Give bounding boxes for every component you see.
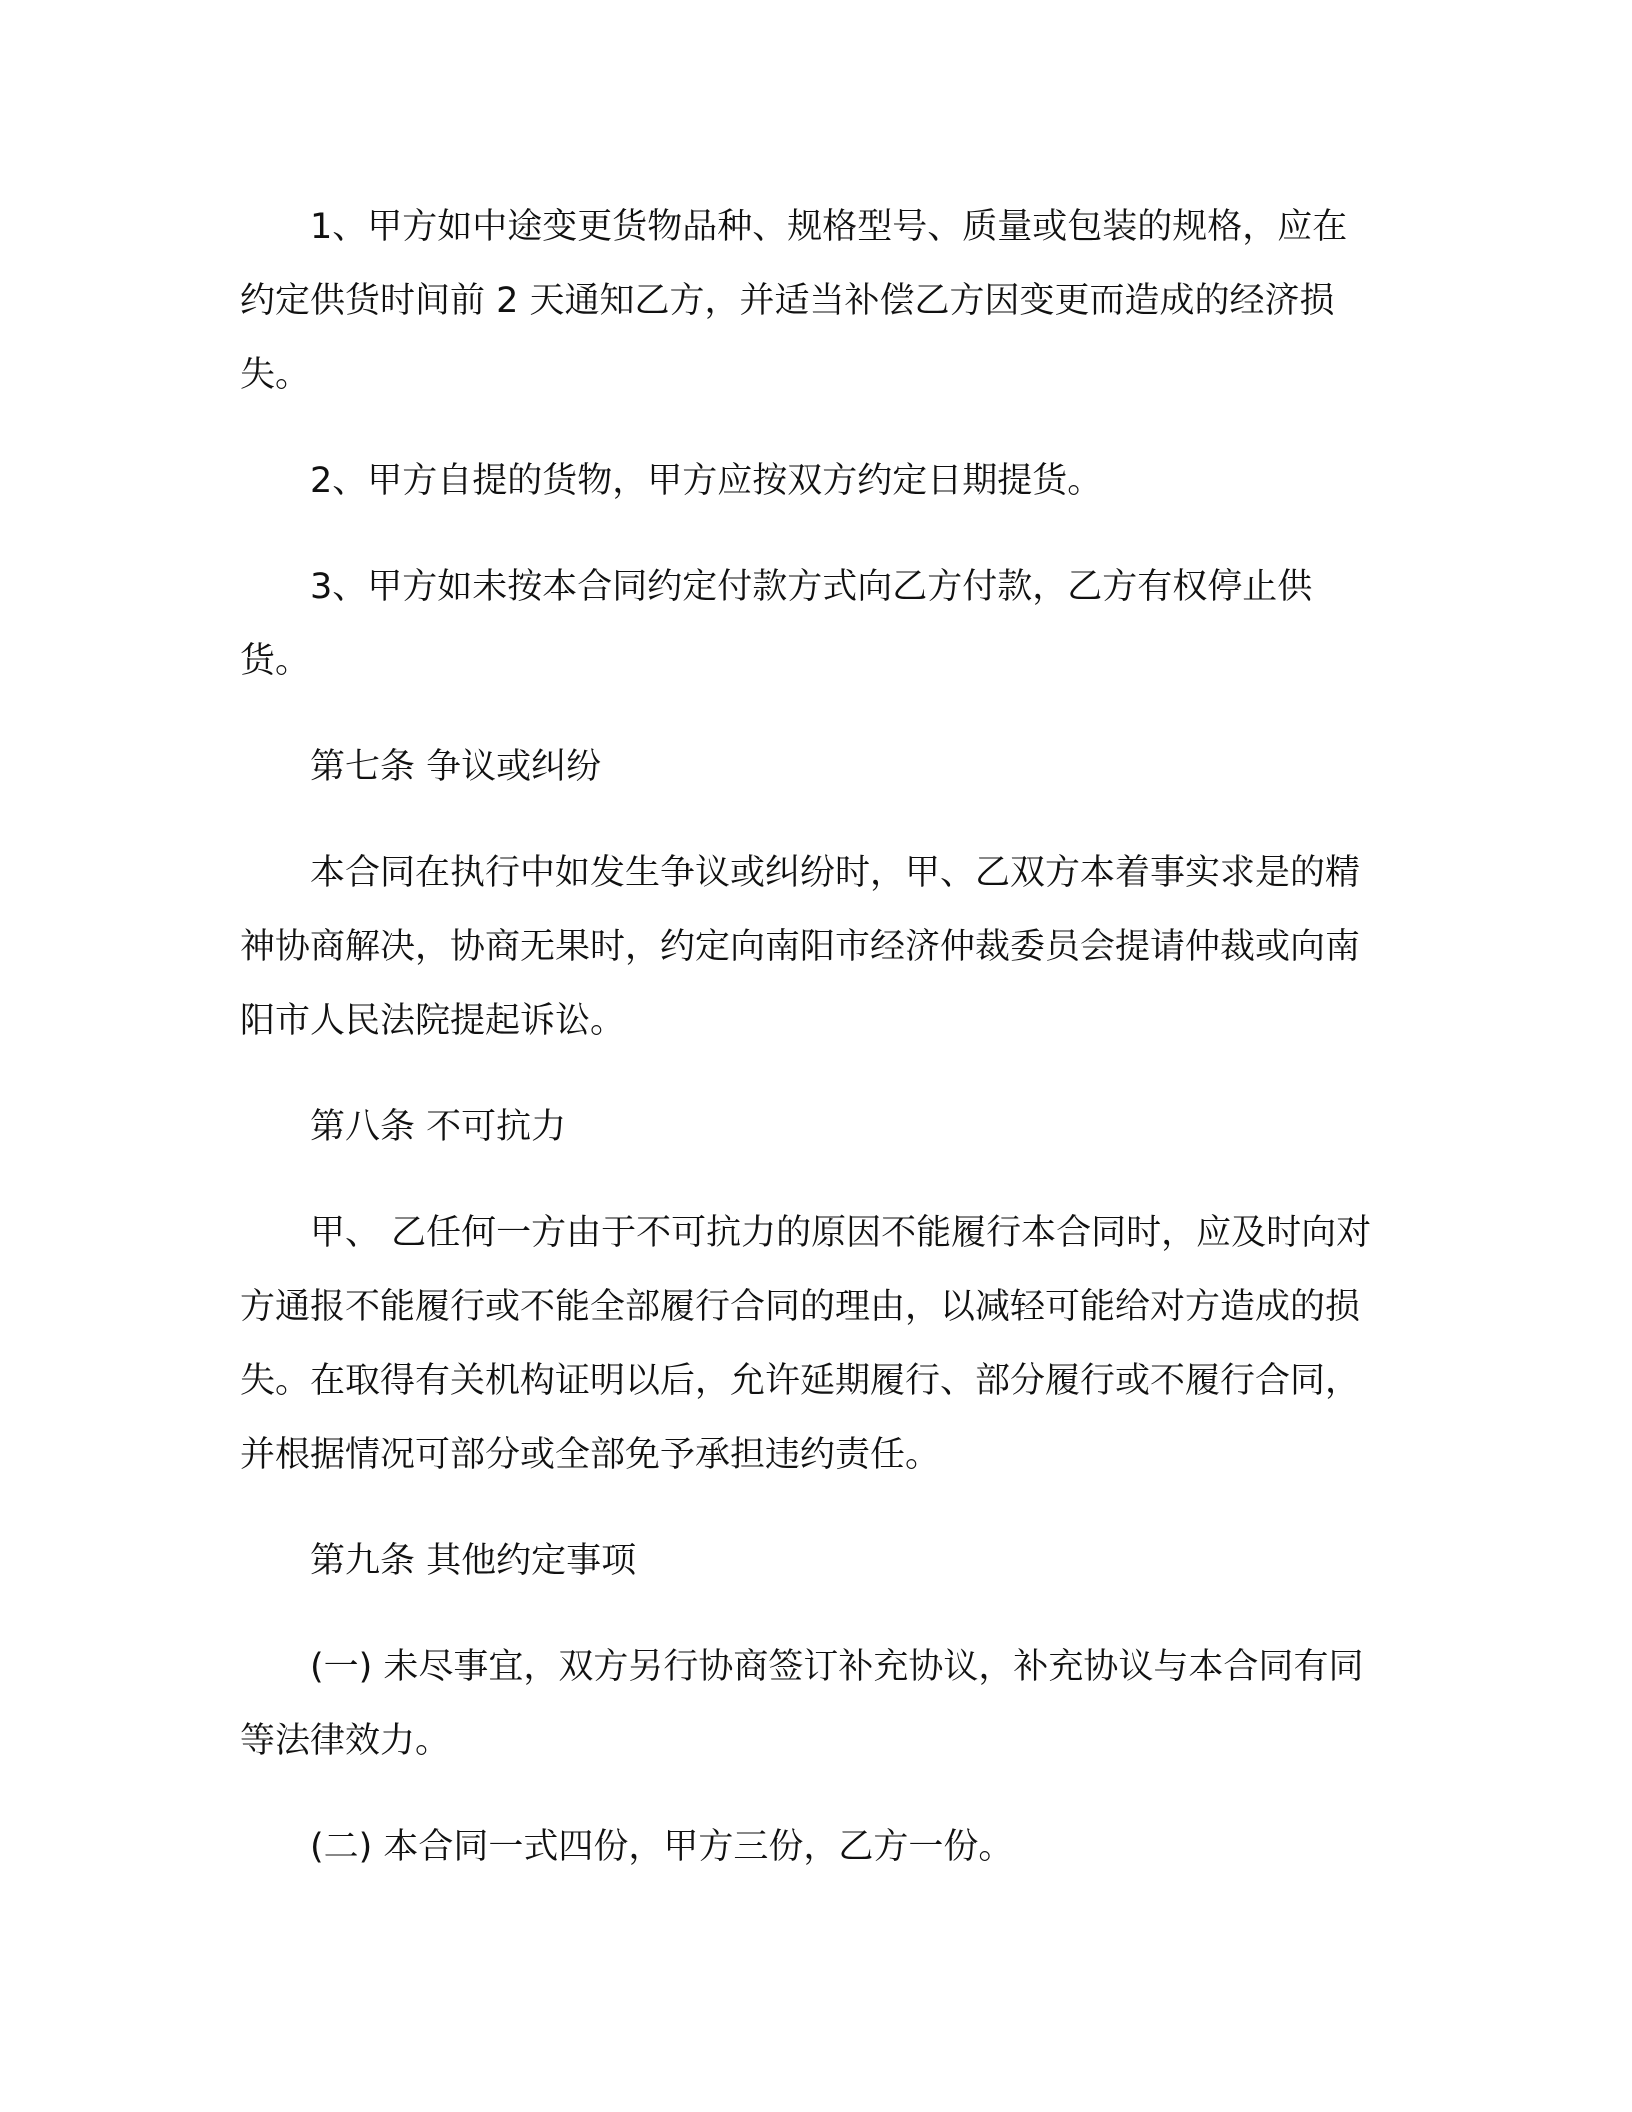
article-9-item-2: (二) 本合同一式四份，甲方三份，乙方一份。	[310, 1827, 1014, 1867]
clause-2-self-pickup: 2、甲方自提的货物，甲方应按双方约定日期提货。	[310, 461, 1103, 501]
article-7-heading: 第七条 争议或纠纷	[310, 747, 602, 787]
article-9-item-1: (一) 未尽事宜，双方另行协商签订补充协议，补充协议与本合同有同等法律效力。	[240, 1647, 1364, 1761]
clause-3-payment: 3、甲方如未按本合同约定付款方式向乙方付款，乙方有权停止供货。	[240, 567, 1313, 681]
article-9-heading: 第九条 其他约定事项	[310, 1541, 637, 1581]
article-8-text: 甲、 乙任何一方由于不可抗力的原因不能履行本合同时，应及时向对方通报不能履行或不能全部履行合同的理由，以减轻可能给对方造成的损失。在取得有关机构证明以后，允许延期履行、部分履行或不履行合同，并根据情况可部分或全部免予承担违约责任。	[240, 1213, 1372, 1475]
article-7-text: 本合同在执行中如发生争议或纠纷时，甲、乙双方本着事实求是的精神协商解决，协商无果时，约定向南阳市经济仲裁委员会提请仲裁或向南阳市人民法院提起诉讼。	[240, 853, 1361, 1041]
article-8-heading: 第八条 不可抗力	[310, 1107, 567, 1147]
clause-1-change-notice: 1、甲方如中途变更货物品种、规格型号、质量或包装的规格，应在约定供货时间前 2 天通知乙方，并适当补偿乙方因变更而造成的经济损失。	[240, 207, 1348, 395]
document-body	[240, 190, 1380, 1916]
